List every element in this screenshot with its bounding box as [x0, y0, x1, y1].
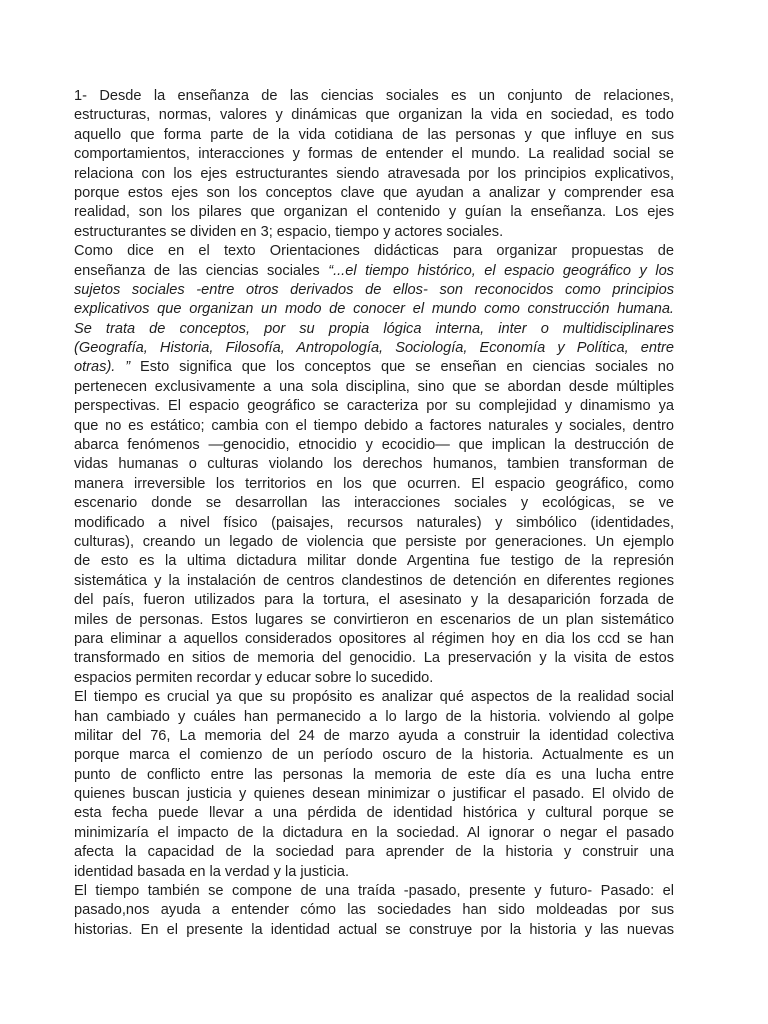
text-line: pasado,nos ayuda a entender cómo las sociedades han sido moldeadas por sus	[74, 902, 674, 919]
text-line: afecta la capacidad de la sociedad para aprender de la historia y construir una	[74, 844, 674, 861]
text-line: transformado en sitios de memoria del genocidio. La preservación y la visita de estos	[74, 650, 674, 667]
quote-segment: “...el tiempo histórico, el espacio geográfico y los	[328, 262, 674, 279]
text-line: estructuras, normas, valores y dinámicas que organizan la vida en sociedad, es todo	[74, 107, 674, 124]
document-body	[74, 87, 674, 940]
text-line: estructurantes se dividen en 3; espacio, tiempo y actores sociales.	[74, 223, 504, 240]
text-line: porque marca el comienzo de un período oscuro de la historia. Actualmente es un	[74, 747, 674, 764]
text-line: modificado a nivel físico (paisajes, recursos naturales) y simbólico (identidades,	[74, 514, 674, 531]
text-line: miles de personas. Estos lugares se convirtieron en escenarios de un plan sistemático	[74, 611, 674, 628]
text-segment: enseñanza de las ciencias sociales	[74, 262, 329, 279]
text-line: punto de conflicto entre las personas la memoria de este día es una lucha entre	[74, 766, 674, 783]
text-line: manera irreversible los territorios en los que ocurren. El espacio geográfico, como	[74, 475, 674, 492]
text-line: relaciona con los ejes estructurantes siendo atravesada por los principios explicativos,	[74, 165, 674, 182]
text-line: quienes buscan justicia y quienes desean minimizar o justificar el pasado. El olvido de	[74, 786, 674, 803]
text-line: aquello que forma parte de la vida cotidiana de las personas y que influye en sus	[74, 126, 674, 143]
text-line: abarca fenómenos —genocidio, etnocidio y ecocidio— que implican la destrucción de	[74, 437, 674, 454]
text-line: perspectivas. El espacio geográfico se caracteriza por su complejidad y dinamismo ya	[74, 398, 674, 415]
text-line: que no es estático; cambia con el tiempo debido a factores naturales y sociales, dentro	[74, 417, 674, 434]
text-line: escenario donde se desarrollan las interacciones sociales y ecológicas, se ve	[74, 495, 674, 512]
text-line: esta fecha puede llevar a una pérdida de identidad histórica y cultural porque se	[74, 805, 674, 822]
text-line: pertenecen exclusivamente a una sola disciplina, sino que se abordan desde múltiples	[74, 378, 674, 395]
text-line: realidad, son los pilares que organizan el contenido y guían la enseñanza. Los ejes	[74, 204, 674, 221]
text-line: porque estos ejes son los conceptos clave que ayudan a analizar y comprender esa	[74, 184, 674, 201]
quote-segment: otras). ”	[74, 359, 131, 376]
text-line	[74, 262, 674, 281]
text-line: militar del 76, La memoria del 24 de marzo ayuda a construir la identidad colectiva	[74, 727, 674, 744]
text-line: El tiempo es crucial ya que su propósito es analizar qué aspectos de la realidad social	[74, 689, 674, 706]
text-line: Como dice en el texto Orientaciones didácticas para organizar propuestas de	[74, 243, 674, 260]
text-line: comportamientos, interacciones y formas de entender el mundo. La realidad social se	[74, 146, 674, 163]
text-line	[74, 358, 674, 377]
text-line: sistemática y la instalación de centros clandestinos de detención en diferentes regiones	[74, 572, 674, 589]
text-line: de esto es la ultima dictadura militar donde Argentina fue testigo de la represión	[74, 553, 674, 570]
quote-line: explicativos que organizan un modo de conocer el mundo como construcción humana.	[74, 301, 674, 318]
text-line: vidas humanas o culturas violando los derechos humanos, tambien transforman de	[74, 456, 674, 473]
text-line: 1- Desde la enseñanza de las ciencias sociales es un conjunto de relaciones,	[74, 88, 674, 104]
quote-line: (Geografía, Historia, Filosofía, Antropología, Sociología, Economía y Política, entre	[74, 340, 674, 357]
text-line: para eliminar a aquellos considerados opositores al régimen hoy en dia los ccd se han	[74, 630, 674, 647]
text-line: han cambiado y cuáles han permanecido a lo largo de la historia. volviendo al golpe	[74, 708, 674, 725]
text-line: espacios permiten recordar y educar sobre lo sucedido.	[74, 669, 434, 686]
text-line: del país, fueron utilizados para la tortura, el asesinato y la desaparición forzada de	[74, 592, 674, 609]
text-line: El tiempo también se compone de una traída -pasado, presente y futuro- Pasado: el	[74, 883, 674, 900]
quote-line: sujetos sociales -entre otros derivados de ellos- son reconocidos como principios	[74, 281, 674, 298]
text-segment: Esto significa que los conceptos que se enseñan en ciencias sociales no	[130, 359, 674, 376]
text-line: identidad basada en la verdad y la justicia.	[74, 863, 350, 880]
text-line: minimizaría el impacto de la dictadura en la sociedad. Al ignorar o negar el pasado	[74, 824, 674, 841]
quote-line: Se trata de conceptos, por su propia lógica interna, inter o multidisciplinares	[74, 320, 674, 337]
text-line: culturas), creando un legado de violencia que persiste por generaciones. Un ejemplo	[74, 533, 674, 550]
text-line: historias. En el presente la identidad actual se construye por la historia y las nuevas	[74, 921, 674, 938]
